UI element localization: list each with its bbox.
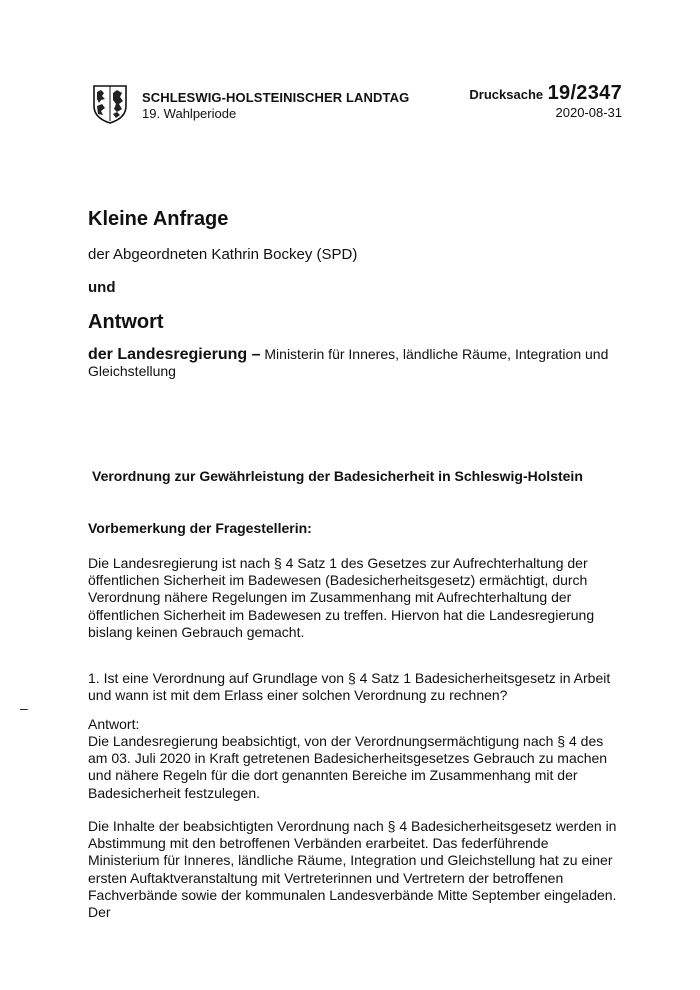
drucksache-number: 19/2347 [547,82,622,104]
document-number [469,82,622,106]
title-kleine-anfrage: Kleine Anfrage [88,208,229,230]
title-und: und [88,279,116,296]
parliament-name: SCHLESWIG-HOLSTEINISCHER LANDTAG [142,90,410,105]
title-antwort: Antwort [88,311,164,333]
respondent-ministry: Ministerin für Inneres, ländliche Räume, Integration und Gleichstellung [88,346,609,379]
drucksache-label: Drucksache [469,87,544,102]
answer-paragraph-1: Die Landesregierung beabsichtigt, von der Verordnungsermächtigung nach § 4 des am 03. Juli 2020 in Kraft getretenen Badesicherheitsgesetzes Gebrauch zu machen und nähere Regeln für die dort genannten Bereiche im Zusammenhang mit der Badesicherheit festzulegen. [88,733,608,801]
coat-of-arms-icon [92,84,128,124]
preliminary-remark-heading: Vorbemerkung der Fragestellerin: [88,520,312,536]
respondent [88,346,633,380]
questioner: der Abgeordneten Kathrin Bockey (SPD) [88,246,358,263]
respondent-label: der Landesregierung – [88,346,261,363]
question-1: 1. Ist eine Verordnung auf Grundlage von § 4 Satz 1 Badesicherheitsgesetz in Arbeit und wann ist mit dem Erlass einer solchen Verordnung zu rechnen? [88,670,611,704]
subject-line: Verordnung zur Gewährleistung der Badesicherheit in Schleswig-Holstein [92,468,583,484]
margin-dash: – [20,700,28,716]
document-date: 2020-08-31 [555,105,622,120]
electoral-period: 19. Wahlperiode [142,106,237,121]
preliminary-remark-text: Die Landesregierung ist nach § 4 Satz 1 des Gesetzes zur Aufrechterhaltung der öffentlichen Sicherheit im Badewesen (Badesicherheitsgesetz) ermächtigt, durch Verordnung nähere Regelungen im Zusammenhang mit Aufrechterhaltung der öffentlichen Sicherheit im Badewesen zu treffen. Hiervon hat die Landesregierung bislang keinen Gebrauch gemacht. [88,555,595,640]
letterhead [92,82,622,122]
answer-paragraph-2: Die Inhalte der beabsichtigten Verordnung nach § 4 Badesicherheitsgesetz werden in Abstimmung mit den betroffenen Verbänden erarbeitet. Das federführende Ministerium für Inneres, ländliche Räume, Integration und Gleichstellung hat zu einer ersten Auftaktveranstaltung mit Vertreterinnen und Vertretern der betroffenen Fachverbände sowie der kommunalen Landesverbände Mitte September eingeladen. Der [88,818,617,921]
answer-label: Antwort: [88,716,140,732]
